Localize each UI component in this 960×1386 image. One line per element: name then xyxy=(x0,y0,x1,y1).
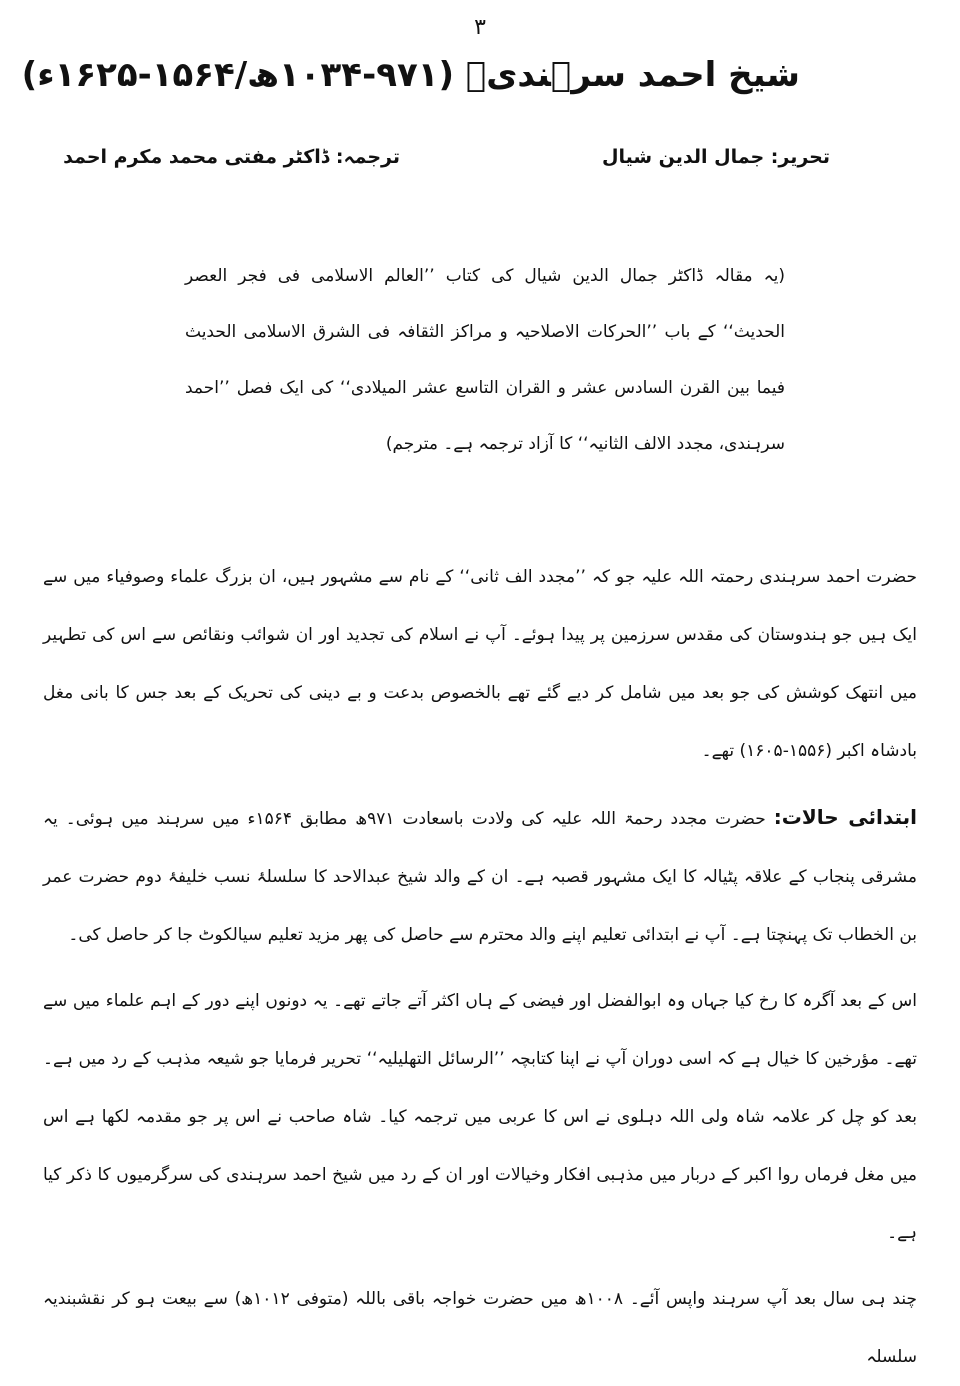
paragraph-early-life xyxy=(43,788,917,964)
section-heading-early-life: ابتدائی حالات: xyxy=(773,805,917,829)
translator-note-text: (یہ مقالہ ڈاکٹر جمال الدین شیال کی کتاب ’’العالم الاسلامی فی فجر العصر الحدیث‘‘ کے باب ’’الحرکات الاصلاحیہ و مراکز الثقافہ فی الشرق الاسلامی الحدیث فیما بین القرن السادس عشر و القران التاسع عشر المیلادی‘‘ کی ایک فصل ’’احمد سرہندی، مجدد الالف الثانیہ‘‘ کا آزاد ترجمہ ہے۔ مترجم) xyxy=(185,266,785,454)
paragraph-introduction: حضرت احمد سرہندی رحمتہ اللہ علیہ جو کہ ’’مجدد الف ثانی‘‘ کے نام سے مشہور ہیں، ان بزرگ علماء وصوفیاء میں سے ایک ہیں جو ہندوستان کی مقدس سرزمین پر پیدا ہوئے۔ آپ نے اسلام کی تجدید اور ان شوائب ونقائص سے اس کی تطہیر میں انتھک کوشش کی جو بعد میں شامل کر دیے گئے تھے بالخصوص بدعت و بے دینی کی تحریک کے بعد جس کا بانی مغل بادشاہ اکبر (۱۵۵۶-۱۶۰۵) تھے۔ xyxy=(43,567,917,761)
paragraph-return: چند ہی سال بعد آپ سرہند واپس آئے۔ ۱۰۰۸ھ میں حضرت خواجہ باقی باللہ (متوفی ۱۰۱۲ھ) سے بیعت ہو کر نقشبندیہ سلسلہ xyxy=(43,1289,917,1367)
paragraph-early-life-text: حضرت مجدد رحمۃ اللہ علیہ کی ولادت باسعادت ۹۷۱ھ مطابق ۱۵۶۴ء میں سرہند میں ہوئی۔ یہ مشرقی پنجاب کے علاقہ پٹیالہ کا ایک مشہور قصبہ ہے۔ ان کے والد شیخ عبدالاحد کا سلسلۂ نسب خلیفۂ دوم حضرت عمر بن الخطاب تک پہنچتا ہے۔ آپ نے ابتدائی تعلیم اپنے والد محترم سے حاصل کی پھر مزید تعلیم سیالکوٹ جا کر حاصل کی۔ xyxy=(43,809,917,945)
translator-note xyxy=(185,248,785,472)
page-number: ۳ xyxy=(474,15,486,40)
author-credit: تحریر: جمال الدین شیال xyxy=(601,146,830,168)
paragraph-agra: اس کے بعد آگرہ کا رخ کیا جہاں وہ ابوالفضل اور فیضی کے ہاں اکثر آتے جاتے تھے۔ یہ دونوں اپنے دور کے اہم علماء میں سے تھے۔ مؤرخین کا خیال ہے کہ اسی دوران آپ نے اپنا کتابچہ ’’الرسائل التھلیلیہ‘‘ تحریر فرمایا جو شیعہ مذہب کے رد میں ہے۔ بعد کو چل کر علامہ شاہ ولی اللہ دہلوی نے اس کا عربی میں ترجمہ کیا۔ شاہ صاحب نے اس پر جو مقدمہ لکھا ہے اس میں مغل فرماں روا اکبر کے دربار میں مذہبی افکار وخیالات اور ان کے رد میں شیخ احمد سرہندی کی سرگرمیوں کا ذکر کیا ہے۔ xyxy=(43,991,917,1243)
translator-credit: ترجمہ: ڈاکٹر مفتی محمد مکرم احمد xyxy=(63,146,400,168)
article-title: شیخ احمد سرہندیؒ (۹۷۱-۱۰۳۴ھ/۱۵۶۴-۱۶۲۵ء) xyxy=(21,55,800,95)
article-body xyxy=(43,548,917,1386)
